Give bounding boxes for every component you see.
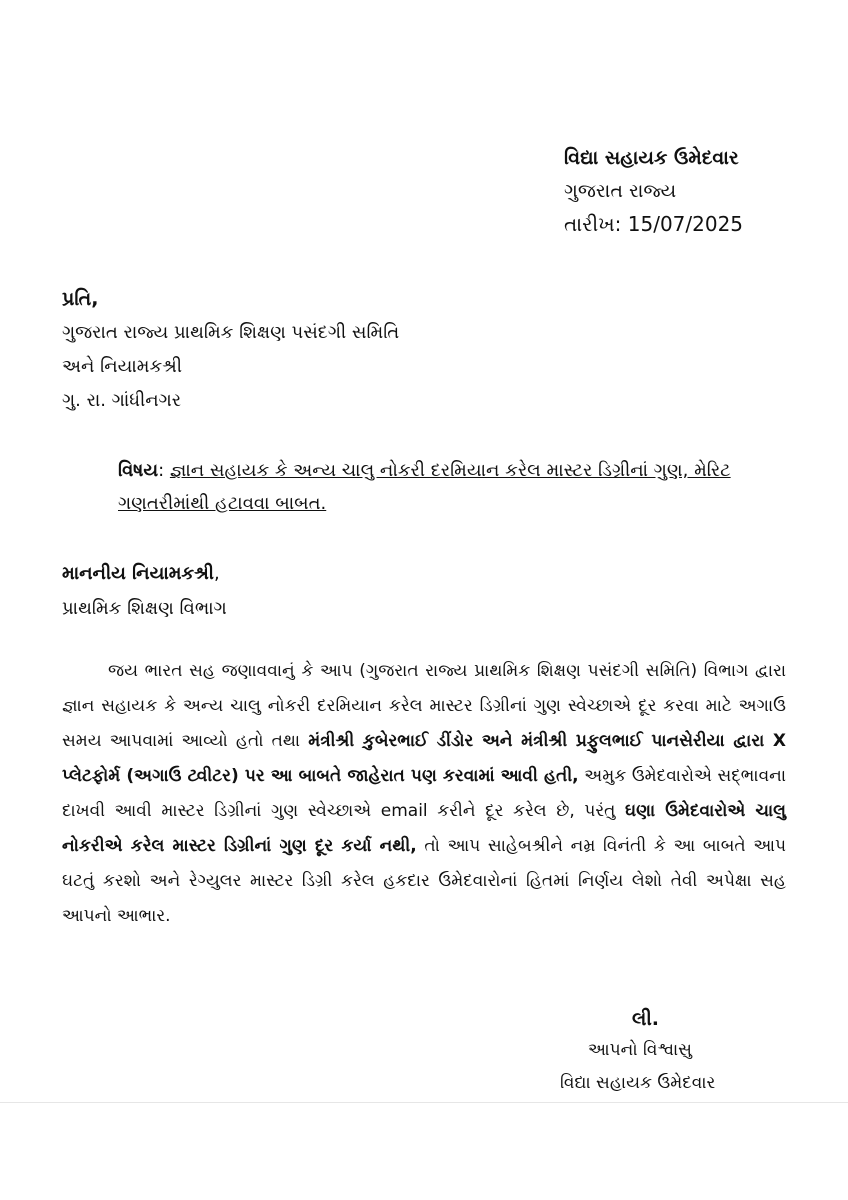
sender-state: ગુજરાત રાજ્ય: [564, 180, 677, 202]
sender-block: [564, 142, 834, 241]
subject-text: જ્ઞાન સહાયક કે અન્ય ચાલુ નોકરી દરમિયાન કરેલ માસ્ટર ડિગ્રીનાં ગુણ, મેરિટ ગણતરીમાંથી હટાવવા બાબત.: [118, 460, 731, 514]
letter-date: તારીખ: 15/07/2025: [564, 212, 744, 236]
closing-li: લી.: [632, 1008, 660, 1030]
salutation-comma: ,: [213, 563, 220, 584]
recipient-line-2: અને નિયામકશ્રી: [62, 356, 182, 377]
body-paragraph: [62, 654, 786, 934]
body-bold-2: ઘણા ઉમેદવારોએ ચાલુ નોકરીએ કરેલ માસ્ટર ડિગ્રીનાં ગુણ દૂર કર્યા નથી,: [62, 801, 786, 856]
recipient-line-3: ગુ. રા. ગાંધીનગર: [62, 390, 182, 411]
salutation-department: પ્રાથમિક શિક્ષણ વિભાગ: [62, 598, 227, 619]
page-divider: [0, 1102, 848, 1103]
recipient-prefix: પ્રતિ,: [62, 288, 99, 310]
body-bold-1: મંત્રીશ્રી કુબેરભાઈ ડીંડોર અને મંત્રીશ્રી પ્રફુલભાઈ પાનસેરીયા દ્વારા X પ્લેટફોર્મ (અગાઉ ટ્વીટર) પર આ બાબતે જાહેરાત પણ કરવામાં આવી હતી,: [62, 731, 787, 786]
recipient-block: [62, 282, 802, 418]
salutation-block: [62, 556, 802, 626]
recipient-line-1: ગુજરાત રાજ્ય પ્રાથમિક શિક્ષણ પસંદગી સમિતિ: [62, 322, 400, 343]
subject-block: [118, 454, 778, 520]
closing-yours: આપનો વિશ્વાસુ: [588, 1040, 692, 1060]
body-text-1: જય ભારત સહ જણાવવાનું કે આપ (ગુજરાત રાજ્ય પ્રાથમિક શિક્ષણ પસંદગી સમિતિ) વિભાગ દ્વારા જ્ઞાન સહાયક કે અન્ય ચાલુ નોકરી દરમિયાન કરેલ માસ્ટર ડિગ્રીનાં ગુણ સ્વેચ્છાએ દૂર કરવા માટે અગાઉ સમય આપવામાં આવ્યો હતો તથા: [62, 661, 786, 751]
body-text-3: તો આપ સાહેબશ્રીને નમ્ર વિનંતી કે આ બાબતે આપ ઘટતું કરશો અને રેગ્યુલર માસ્ટર ડિગ્રી કરેલ હકદાર ઉમેદવારોનાં હિતમાં નિર્ણય લેશો તેવી અપેક્ષા સહ આપનો આભાર.: [62, 836, 786, 926]
salutation-title: માનનીય નિયામકશ્રી: [62, 563, 214, 584]
subject-colon: :: [158, 460, 165, 481]
closing-block: [560, 1004, 780, 1100]
closing-name: વિદ્યા સહાયક ઉમેદવાર: [560, 1073, 716, 1093]
subject-label: વિષય: [118, 460, 159, 481]
sender-name: વિદ્યા સહાયક ઉમેદવાર: [564, 147, 739, 169]
body-text-2: અમુક ઉમેદવારોએ સદ્ભાવના દાખવી આવી માસ્ટર ડિગ્રીનાં ગુણ સ્વેચ્છાએ email કરીને દૂર કરેલ છે, પરંતુ: [62, 766, 786, 821]
